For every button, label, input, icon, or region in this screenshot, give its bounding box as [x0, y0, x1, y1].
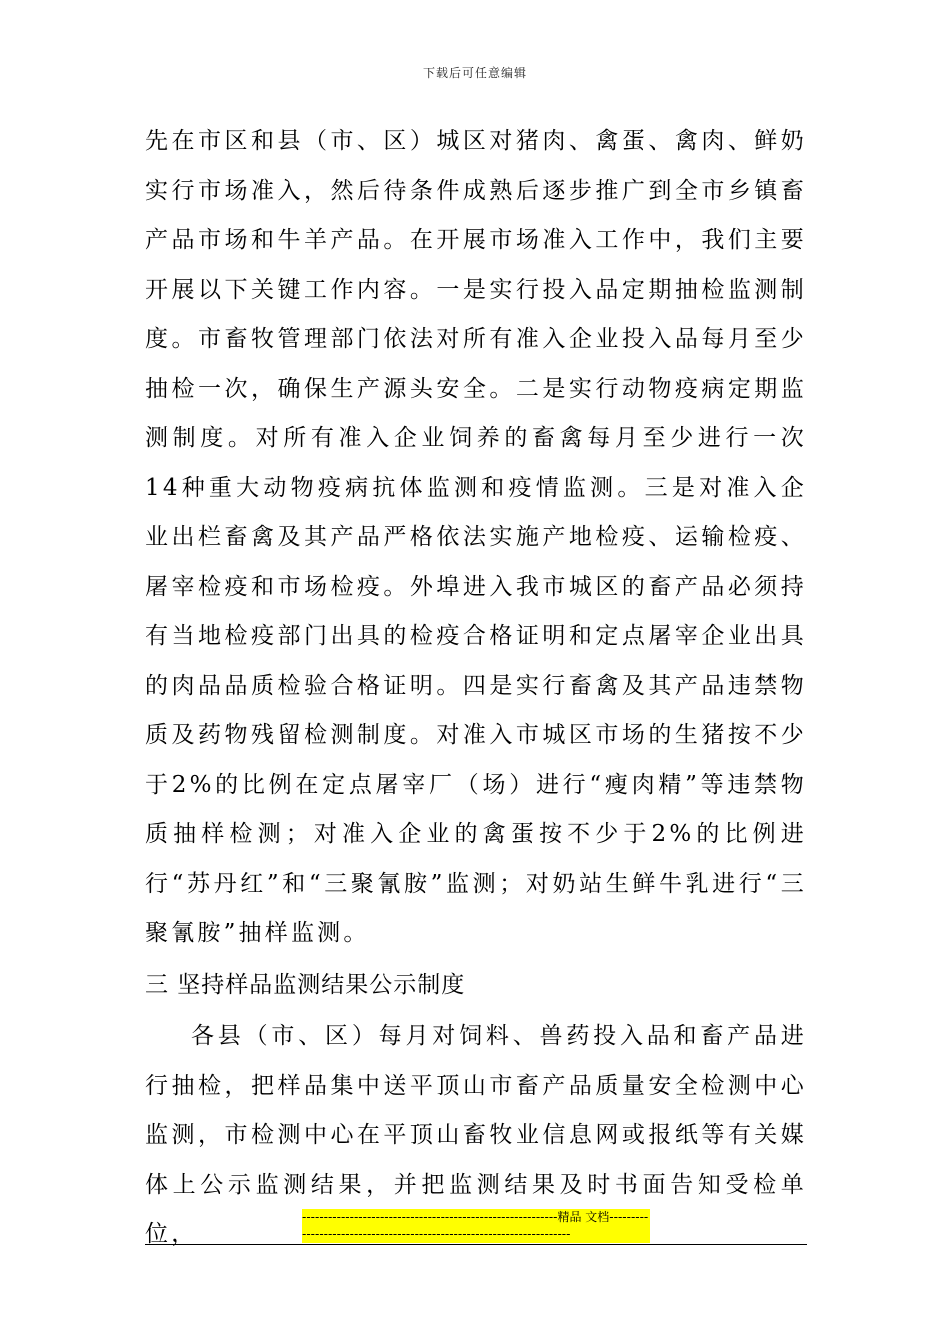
section-heading-3: 三 坚持样品监测结果公示制度 [145, 972, 466, 998]
paragraph-text: 各县（市、区）每月对饲料、兽药投入品和畜产品进行抽检，把样品集中送平顶山市畜产品质量安全检测中心监测，市检测中心在平顶山畜牧业信息网或报纸等有关媒体上公示监测结果，并把监测结果及时书面告知受检单位， [145, 1023, 807, 1247]
footer-stamp: -----------------------------------------------------------精品 文档----------------------------------------------------------------------- [302, 1210, 649, 1241]
body-paragraph-1 [145, 117, 807, 959]
page-header-note: 下载后可任意编辑 [422, 66, 527, 80]
paragraph-text: 先在市区和县（市、区）城区对猪肉、禽蛋、禽肉、鲜奶实行市场准入，然后待条件成熟后逐步推广到全市乡镇畜产品市场和牛羊产品。在开展市场准入工作中，我们主要开展以下关键工作内容。一是实行投入品定期抽检监测制度。市畜牧管理部门依法对所有准入企业投入品每月至少抽检一次，确保生产源头安全。二是实行动物疫病定期监测制度。对所有准入企业饲养的畜禽每月至少进行一次14种重大动物疫病抗体监测和疫情监测。三是对准入企业出栏畜禽及其产品严格依法实施产地检疫、运输检疫、屠宰检疫和市场检疫。外埠进入我市城区的畜产品必须持有当地检疫部门出具的检疫合格证明和定点屠宰企业出具的肉品品质检验合格证明。四是实行畜禽及其产品违禁物质及药物残留检测制度。对准入市城区市场的生猪按不少于2%的比例在定点屠宰厂（场）进行“瘦肉精”等违禁物质抽样检测；对准入企业的禽蛋按不少于2%的比例进行“苏丹红”和“三聚氰胺”监测；对奶站生鲜牛乳进行“三聚氰胺”抽样监测。 [145, 128, 807, 946]
footer-divider [145, 1244, 807, 1245]
